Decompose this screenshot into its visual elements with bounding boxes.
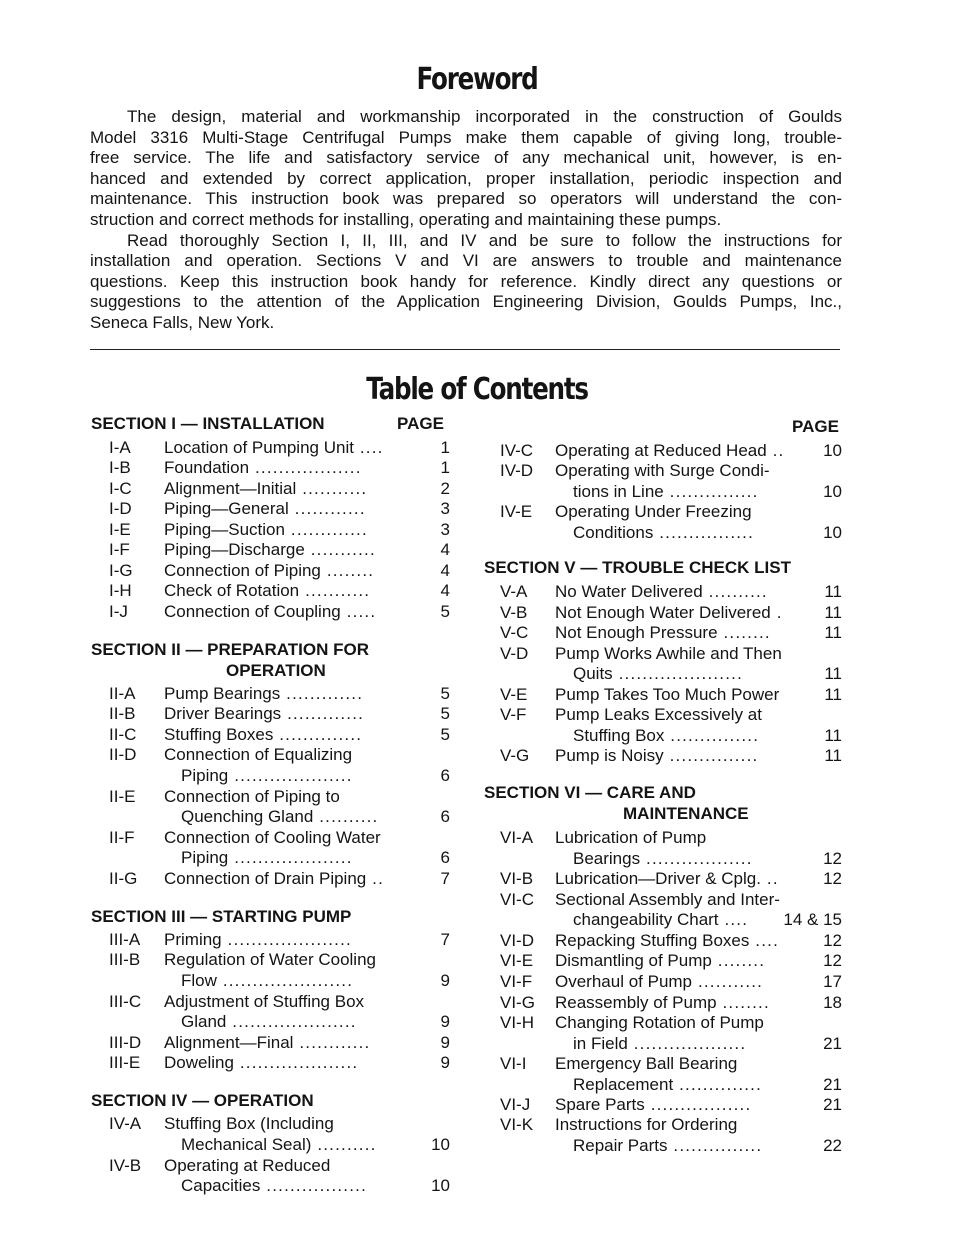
toc-entry-code: VI-C: [500, 890, 534, 909]
toc-entry-title: Stuffing Box (Including: [164, 1114, 334, 1133]
foreword-paragraph-1: [90, 107, 842, 334]
foreword-line: suggestions to the attention of the Application Engineering Division, Goulds Pumps, Inc.,: [90, 292, 842, 312]
toc-entry-page: 21: [823, 1095, 842, 1114]
toc-entry-title: Not Enough Water Delivered: [555, 603, 771, 622]
toc-entry-page: 5: [440, 704, 450, 723]
toc-entry-code: IV-E: [500, 502, 533, 521]
toc-entry-page: 10: [431, 1135, 450, 1154]
toc-entry-page: 9: [440, 1033, 450, 1052]
dot-leader: ...........: [296, 479, 368, 498]
dot-leader: ...............: [664, 726, 760, 745]
dot-leader: ....: [353, 438, 384, 457]
toc-entry-title: Conditions: [573, 523, 654, 542]
toc-entry-page: 10: [823, 482, 842, 501]
toc-entry-code: IV-B: [109, 1156, 142, 1175]
toc-entry-title: Dismantling of Pump: [555, 951, 712, 970]
toc-entry-title: Foundation: [164, 458, 250, 477]
dot-leader: ...............: [663, 746, 759, 765]
dot-leader: .................: [260, 1176, 367, 1195]
dot-leader: ........: [320, 561, 375, 580]
toc-entry-code: II-G: [109, 869, 138, 888]
toc-entry-code: III-C: [109, 992, 142, 1011]
toc-entry-title: Mechanical Seal): [181, 1135, 312, 1154]
dot-leader: ........: [711, 951, 766, 970]
toc-entry-title: Connection of Equalizing: [164, 745, 353, 764]
toc-entry-page: 11: [824, 582, 842, 601]
toc-entry-title: Piping—Suction: [164, 520, 285, 539]
toc-entry-code: I-F: [109, 540, 130, 559]
toc-entry-code: VI-B: [500, 869, 534, 888]
toc-entry-title: Connection of Piping to: [164, 787, 340, 806]
toc-entry-code: I-A: [109, 438, 131, 457]
toc-entry-code: II-E: [109, 787, 136, 806]
toc-entry-title: Not Enough Pressure: [555, 623, 718, 642]
dot-leader: ............: [293, 1033, 371, 1052]
toc-entry-code: VI-D: [500, 931, 534, 950]
section-heading-trouble-check: SECTION V — TROUBLE CHECK LIST: [484, 558, 791, 577]
toc-entry-page: 12: [823, 951, 842, 970]
dot-leader: ..................: [249, 458, 362, 477]
section-heading-installation: SECTION I — INSTALLATION: [91, 414, 325, 433]
toc-entry-page: 9: [440, 971, 450, 990]
toc-entry-page: 10: [823, 523, 842, 542]
toc-entry-page: 14 & 15: [783, 910, 842, 929]
toc-entry-page: 11: [824, 726, 842, 745]
toc-entry-code: II-B: [109, 704, 136, 723]
toc-entry-title: Operating at Reduced Head: [555, 441, 767, 460]
section-heading-care: SECTION VI — CARE AND: [484, 783, 696, 802]
toc-entry-code: VI-A: [500, 828, 534, 847]
toc-entry-title: Sectional Assembly and Inter-: [555, 890, 780, 909]
toc-entry-page: 6: [440, 807, 450, 826]
dot-leader: ........: [717, 623, 771, 642]
toc-entry-page: 11: [824, 746, 842, 765]
dot-leader: ...........: [304, 540, 376, 559]
dot-leader: ...................: [627, 1034, 747, 1053]
toc-entry-page: 5: [440, 725, 450, 744]
toc-entry-code: I-C: [109, 479, 132, 498]
foreword-line: maintenance. This instruction book was prepared so operators will understand the con-: [90, 189, 842, 209]
toc-entry-title: Piping—Discharge: [164, 540, 305, 559]
dot-leader: ...............: [663, 482, 759, 501]
dot-leader: ..........: [702, 582, 768, 601]
toc-entry-code: V-A: [500, 582, 528, 601]
toc-entry-page: 5: [440, 602, 450, 621]
toc-entry-title: Piping—General: [164, 499, 289, 518]
dot-leader: ................: [653, 523, 755, 542]
toc-entry-title: Adjustment of Stuffing Box: [164, 992, 365, 1011]
dot-leader: ..........: [313, 807, 379, 826]
toc-entry-title: Pump is Noisy: [555, 746, 664, 765]
toc-entry-code: II-C: [109, 725, 137, 744]
toc-entry-code: V-F: [500, 705, 527, 724]
toc-entry-title: Operating Under Freezing: [555, 502, 752, 521]
dot-leader: .............: [284, 520, 368, 539]
toc-entry-code: VI-G: [500, 993, 535, 1012]
toc-entry-page: 11: [824, 603, 842, 622]
section-heading-operation: SECTION IV — OPERATION: [91, 1091, 314, 1110]
toc-entry-page: 18: [823, 993, 842, 1012]
toc-entry-code: VI-K: [500, 1115, 534, 1134]
toc-entry-page: 11: [824, 664, 842, 683]
toc-title: Table of Contents: [366, 372, 588, 407]
toc-entry-page: 12: [823, 849, 842, 868]
dot-leader: ..: [766, 441, 785, 460]
toc-entry-title: Repacking Stuffing Boxes: [555, 931, 750, 950]
toc-entry-code: VI-I: [500, 1054, 527, 1073]
dot-leader: ...........: [692, 972, 764, 991]
toc-entry-page: 10: [823, 441, 842, 460]
toc-entry-title: Piping: [181, 766, 229, 785]
toc-entry-title: in Field: [573, 1034, 628, 1053]
toc-entry-page: 7: [440, 869, 450, 888]
toc-entry-title: Connection of Cooling Water: [164, 828, 381, 847]
toc-entry-title: Check of Rotation: [164, 581, 300, 600]
dot-leader: ..........: [311, 1135, 377, 1154]
section-heading-care-cont: MAINTENANCE: [623, 804, 749, 823]
dot-leader: ......................: [216, 971, 354, 990]
toc-entry-code: III-A: [109, 930, 141, 949]
toc-entry-page: 21: [823, 1075, 842, 1094]
dot-leader: ....................: [233, 1053, 359, 1072]
foreword-line: Seneca Falls, New York.: [90, 312, 275, 332]
toc-entry-page: 5: [440, 684, 450, 703]
toc-entry-page: 4: [440, 540, 450, 559]
section-divider: [90, 349, 840, 350]
toc-entry-title: Instructions for Ordering: [555, 1115, 738, 1134]
toc-entry-title: Location of Pumping Unit: [164, 438, 354, 457]
dot-leader: ....................: [228, 766, 353, 785]
dot-leader: ..: [760, 869, 779, 888]
toc-entry-page: 12: [823, 931, 842, 950]
toc-entry-title: Repair Parts: [573, 1136, 668, 1155]
foreword-line: struction and correct methods for installing, operating and maintaining these pumps.: [90, 209, 722, 229]
dot-leader: .....: [340, 602, 377, 621]
foreword-line: hanced and extended by correct application, proper installation, periodic inspection and: [90, 168, 842, 188]
foreword-title: Foreword: [416, 62, 538, 97]
toc-entry-page: 1: [440, 438, 450, 457]
toc-entry-title: Spare Parts: [555, 1095, 645, 1114]
toc-entry-code: V-E: [500, 685, 528, 704]
section-heading-preparation-cont: OPERATION: [226, 661, 326, 680]
toc-entry-code: VI-H: [500, 1013, 534, 1032]
foreword-line: Model 3316 Multi-Stage Centrifugal Pumps make them capable of giving long, trouble-: [90, 127, 842, 147]
toc-entry-page: 11: [824, 623, 842, 642]
toc-entry-page: 3: [440, 520, 450, 539]
toc-entry-title: Pump Works Awhile and Then: [555, 644, 782, 663]
toc-entry-page: 22: [823, 1136, 842, 1155]
toc-entry-code: IV-D: [500, 461, 534, 480]
toc-entry-page: 6: [440, 848, 450, 867]
toc-entry-title: Alignment—Final: [164, 1033, 294, 1052]
toc-entry-title: Pump Bearings: [164, 684, 281, 703]
toc-entry-title: Connection of Drain Piping: [164, 869, 367, 888]
toc-entry-code: VI-J: [500, 1095, 531, 1114]
section-heading-starting-pump: SECTION III — STARTING PUMP: [91, 907, 352, 926]
toc-entry-title: Changing Rotation of Pump: [555, 1013, 764, 1032]
dot-leader: ..: [366, 869, 385, 888]
toc-entry-page: 17: [823, 972, 842, 991]
toc-entry-title: Connection of Piping: [164, 561, 321, 580]
toc-entry-page: 10: [431, 1176, 450, 1195]
toc-entry-code: V-C: [500, 623, 529, 642]
toc-entry-title: Replacement: [573, 1075, 674, 1094]
toc-entry-code: III-D: [109, 1033, 142, 1052]
dot-leader: ............: [288, 499, 366, 518]
page-column-header: PAGE: [792, 417, 839, 436]
toc-entry-page: 7: [440, 930, 450, 949]
dot-leader: .............: [280, 684, 364, 703]
toc-entry-code: IV-C: [500, 441, 534, 460]
toc-entry-title: Emergency Ball Bearing: [555, 1054, 738, 1073]
toc-entry-title: Doweling: [164, 1053, 234, 1072]
toc-entry-code: V-G: [500, 746, 530, 765]
toc-entry-title: Alignment—Initial: [164, 479, 297, 498]
toc-entry-page: 6: [440, 766, 450, 785]
foreword-line: questions. Keep this instruction book handy for reference. Kindly direct any questions or: [90, 271, 842, 291]
dot-leader: .....................: [226, 1012, 357, 1031]
foreword-line: installation and operation. Sections V and VI are answers to trouble and maintenance: [90, 251, 842, 271]
toc-entry-title: No Water Delivered: [555, 582, 703, 601]
toc-entry-title: Overhaul of Pump: [555, 972, 693, 991]
toc-entry-title: tions in Line: [573, 482, 664, 501]
dot-leader: .............: [281, 704, 365, 723]
toc-entry-title: Pump Leaks Excessively at: [555, 705, 762, 724]
section-heading-preparation: SECTION II — PREPARATION FOR: [91, 640, 369, 659]
toc-entry-code: II-A: [109, 684, 136, 703]
toc-entry-code: III-E: [109, 1053, 141, 1072]
toc-entry-code: VI-F: [500, 972, 533, 991]
toc-entry-title: Pump Takes Too Much Power: [555, 685, 780, 704]
toc-entry-page: 9: [440, 1053, 450, 1072]
toc-entry-code: V-B: [500, 603, 528, 622]
toc-entry-title: Piping: [181, 848, 229, 867]
toc-entry-page: 4: [440, 561, 450, 580]
toc-entry-title: Reassembly of Pump: [555, 993, 717, 1012]
toc-entry-code: III-B: [109, 950, 141, 969]
toc-entry-title: Quenching Gland: [181, 807, 314, 826]
toc-entry-page: 21: [823, 1034, 842, 1053]
toc-entry-page: 4: [440, 581, 450, 600]
toc-entry-title: Quits: [573, 664, 613, 683]
toc-entry-title: Regulation of Water Cooling: [164, 950, 376, 969]
toc-entry-title: Bearings: [573, 849, 641, 868]
toc-entry-title: Flow: [181, 971, 217, 990]
toc-entry-title: Operating at Reduced: [164, 1156, 331, 1175]
dot-leader: .................: [644, 1095, 752, 1114]
toc-entry-code: II-D: [109, 745, 137, 764]
toc-entry-page: 9: [440, 1012, 450, 1031]
foreword-line: The design, material and workmanship incorporated in the construction of Goulds: [127, 107, 842, 126]
dot-leader: ....: [718, 910, 749, 929]
toc-entry-title: changeability Chart: [573, 910, 719, 929]
dot-leader: ..............: [673, 1075, 763, 1094]
toc-entry-page: 11: [824, 685, 842, 704]
toc-entry-page: 3: [440, 499, 450, 518]
dot-leader: ..............: [273, 725, 363, 744]
toc-entry-title: Capacities: [181, 1176, 261, 1195]
toc-entry-title: Driver Bearings: [164, 704, 282, 723]
page-column-header: PAGE: [397, 414, 444, 433]
dot-leader: .: [770, 603, 783, 622]
toc-entry-page: 2: [440, 479, 450, 498]
toc-entry-title: Priming: [164, 930, 222, 949]
toc-entry-code: I-E: [109, 520, 131, 539]
dot-leader: ..................: [640, 849, 753, 868]
toc-entry-title: Connection of Coupling: [164, 602, 341, 621]
toc-entry-code: II-F: [109, 828, 135, 847]
toc-entry-title: Stuffing Boxes: [164, 725, 274, 744]
toc-entry-title: Lubrication—Driver & Cplg.: [555, 869, 761, 888]
toc-entry-page: 12: [823, 869, 842, 888]
toc-entry-code: VI-E: [500, 951, 534, 970]
dot-leader: ....................: [228, 848, 353, 867]
toc-entry-title: Operating with Surge Condi-: [555, 461, 770, 480]
foreword-line: Read thoroughly Section I, II, III, and IV and be sure to follow the instructions for: [127, 230, 842, 250]
dot-leader: ....: [749, 931, 779, 950]
toc-entry-title: Stuffing Box: [573, 726, 665, 745]
toc-entry-code: I-D: [109, 499, 132, 518]
dot-leader: .....................: [221, 930, 352, 949]
dot-leader: .....................: [612, 664, 743, 683]
toc-entry-code: I-G: [109, 561, 133, 580]
toc-entry-title: Lubrication of Pump: [555, 828, 707, 847]
dot-leader: ........: [716, 993, 770, 1012]
toc-entry-code: IV-A: [109, 1114, 142, 1133]
foreword-line: free service. The life and satisfactory service of any mechanical unit, however, is en-: [90, 148, 842, 168]
dot-leader: ...............: [667, 1136, 763, 1155]
dot-leader: ...........: [299, 581, 371, 600]
toc-entry-code: I-B: [109, 458, 131, 477]
toc-entry-code: I-H: [109, 581, 132, 600]
toc-entry-code: V-D: [500, 644, 529, 663]
toc-entry-title: Gland: [181, 1012, 227, 1031]
toc-entry-page: 1: [440, 458, 450, 477]
toc-entry-code: I-J: [109, 602, 128, 621]
